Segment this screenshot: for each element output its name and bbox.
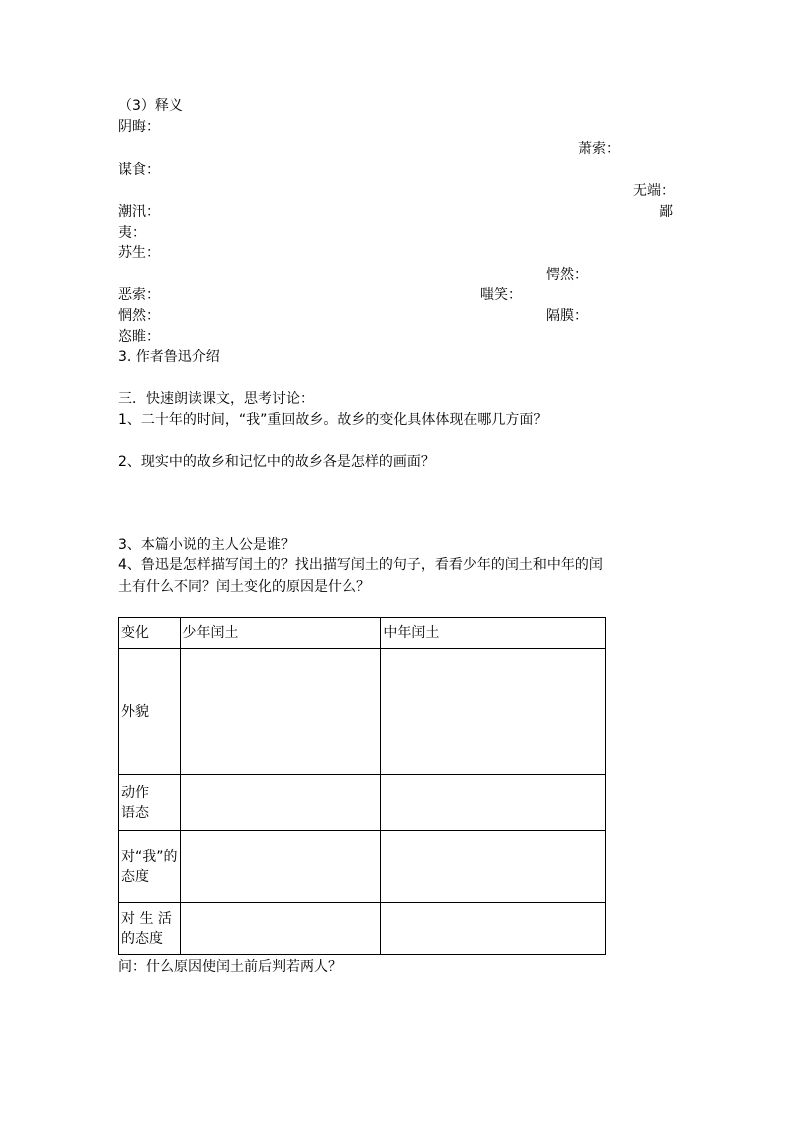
gloss-word-yi: 夷：	[118, 225, 146, 241]
question-4-line-2: 土有什么不同？闰土变化的原因是什么？	[118, 579, 370, 595]
gloss-heading: （3）释义	[118, 98, 183, 114]
question-4-line-1: 4、鲁迅是怎样描写闰土的？找出描写闰土的句子，看看少年的闰土和中年的闰	[118, 557, 603, 573]
table-row	[119, 831, 606, 903]
table-row	[119, 903, 606, 955]
row-label-attitude-to-life: 对 生 活 的态度	[119, 903, 181, 955]
author-intro-heading: 3. 作者鲁迅介绍	[118, 349, 220, 365]
table-cell-young-life[interactable]	[180, 903, 381, 955]
table-row	[119, 649, 606, 775]
gloss-word-zisui: 恣睢：	[118, 329, 160, 345]
table-header-middle-aged-runtu: 中年闰土	[381, 618, 606, 649]
question-1: 1、二十年的时间，“我”重回故乡。故乡的变化具体体现在哪几方面？	[118, 412, 548, 428]
gloss-word-chixiao: 嗤笑：	[480, 287, 522, 303]
gloss-word-chaoxun: 潮汛：	[118, 204, 160, 220]
table-cell-adult-actions[interactable]	[381, 775, 606, 831]
closing-question: 问：什么原因使闰土前后判若两人？	[118, 959, 342, 975]
table-cell-adult-appearance[interactable]	[381, 649, 606, 775]
row-label-appearance: 外貌	[119, 649, 181, 775]
question-3: 3、本篇小说的主人公是谁？	[118, 537, 295, 553]
row-label-actions-speech: 动作 语态	[119, 775, 181, 831]
table-header-young-runtu: 少年闰土	[180, 618, 381, 649]
gloss-word-eran: 愕然：	[546, 267, 588, 283]
row-label-attitude-to-me: 对“我”的 态度	[119, 831, 181, 903]
gloss-word-susheng: 苏生：	[118, 245, 160, 261]
gloss-word-gemo: 隔膜：	[546, 308, 588, 324]
section-three-heading: 三．快速朗读课文，思考讨论：	[118, 391, 314, 407]
table-row	[119, 775, 606, 831]
question-2: 2、现实中的故乡和记忆中的故乡各是怎样的画面？	[118, 454, 435, 470]
gloss-word-yinhui: 阴晦：	[118, 119, 160, 135]
table-cell-young-appearance[interactable]	[180, 649, 381, 775]
gloss-word-wangran: 惘然：	[118, 308, 160, 324]
gloss-word-moushi: 谋食：	[118, 162, 160, 178]
table-header-row	[119, 618, 606, 649]
table-cell-young-actions[interactable]	[180, 775, 381, 831]
gloss-word-wuduan: 无端：	[633, 183, 675, 199]
table-cell-young-attitude[interactable]	[180, 831, 381, 903]
gloss-word-bi: 鄙	[659, 204, 673, 220]
runtu-comparison-table	[118, 617, 606, 955]
table-cell-adult-life[interactable]	[381, 903, 606, 955]
gloss-word-esuo: 恶索：	[118, 287, 160, 303]
table-header-change: 变化	[119, 618, 181, 649]
gloss-word-xiaosuo: 萧索：	[578, 141, 620, 157]
table-cell-adult-attitude[interactable]	[381, 831, 606, 903]
